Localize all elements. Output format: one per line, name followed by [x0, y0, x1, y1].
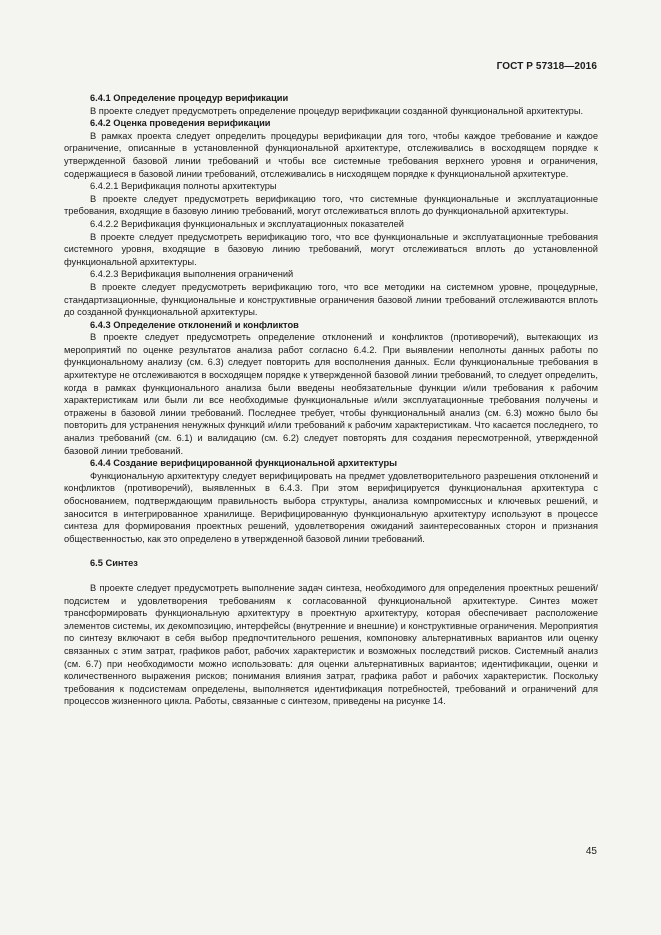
section-6-4-2-3-paragraph: В проекте следует предусмотреть верификацию того, что все методики на системном уровне, процедурные, стандартизационные, функциональные и конструктивные ограничения базовой линии требований отслеживаются вплоть до созданной функциональной архитектуры.: [64, 281, 598, 318]
section-6-5-paragraph: В проекте следует предусмотреть выполнение задач синтеза, необходимого для определения проектных решений/подсистем и удовлетворения требованиям к согласованной функциональной архитектуре. Синтез может трансформировать функциональную архитектуру в проектную архитектуру, которая обеспечивает расположение элементов системы, их декомпозицию, интерфейсы (внутренние и внешние) и конструктивные ограничения. Мероприятия по синтезу включают в себя выбор предпочтительного решения, компоновку альтернативных вариантов или оценку связанных с этим затрат, графиков работ, рабочих характеристик и возможных последствий рисков. Системный анализ (см. 6.7) при необходимости можно использовать: для оценки альтернативных вариантов; идентификации, оценки и количественного выражения рисков; понимания влияния затрат, графика работ и рабочих характеристик. Поскольку требования к подсистемам определены, выполняется идентификация потребностей, требований и ограничений для процессов жизненного цикла. Работы, связанные с синтезом, приведены на рисунке 14.: [64, 582, 598, 707]
section-6-4-2-heading: 6.4.2 Оценка проведения верификации: [90, 118, 271, 129]
section-6-4-2-2-paragraph: В проекте следует предусмотреть верификацию того, что все функциональные и эксплуатационные требования системного уровня, входящие в базовую линию требований, могут отслеживаться вплоть до установленной функциональной архитектуры.: [64, 231, 598, 267]
section-6-4-2-paragraph: В рамках проекта следует определить процедуры верификации для того, чтобы каждое требование и каждое ограничение, описанные в установленной функциональной архитектуре, отслеживались в восходящем порядке к утвержденной базовой линии требований и чтобы все системные требования верхнего уровня и ограничения, содержащиеся в базовой линии требований, отслеживались в нисходящем порядке к функциональной архитектуре.: [64, 130, 598, 179]
standard-designation: ГОСТ Р 57318—2016: [496, 61, 597, 72]
section-6-4-2-3-heading: 6.4.2.3 Верификация выполнения ограничений: [90, 269, 294, 280]
section-6-4-3-heading: 6.4.3 Определение отклонений и конфликтов: [90, 319, 299, 330]
section-6-4-4-heading: 6.4.4 Создание верифицированной функциональной архитектуры: [90, 458, 398, 469]
section-6-4-3-paragraph: В проекте следует предусмотреть определение отклонений и конфликтов (противоречий), вытекающих из мероприятий по оценке результатов анализа работ согласно 6.4.2. При выявлении неполноты данных работы по функциональному анализу (см. 6.3) следует повторить для восполнения данных. Если функциональные требования в архитектуре не отслеживаются в восходящем порядке к утвержденной базовой линии требований, то следует определить, когда в рамках функционального анализа были введены необязательные функции и/или требования к рабочим характеристикам или были ли все необходимые функциональные и/или эксплуатационные требования получены и отражены в базовой линии требований. Последнее требует, чтобы функциональный анализ (см. 6.3) можно было бы повторить для устранения ненужных функций и/или требований к рабочим характеристикам. Что касается последнего, то анализ требований (см. 6.1) и валидацию (см. 6.2) следует повторять для создания пересмотренной, утвержденной базовой линии требований.: [64, 332, 598, 456]
section-6-4-1-paragraph: В проекте следует предусмотреть определение процедур верификации созданной функциональной архитектуры.: [90, 105, 584, 116]
section-gap: [64, 570, 598, 582]
document-body: [64, 92, 598, 708]
section-6-4-2-2-heading: 6.4.2.2 Верификация функциональных и эксплуатационных показателей: [90, 218, 404, 229]
section-6-4-4-paragraph: Функциональную архитектуру следует верифицировать на предмет удовлетворительного разрешения отклонений и конфликтов (противоречий), выявленных в 6.4.3. При этом верифицируется функциональная архитектура с обоснованием, подтверждающим правильность выбора структуры, анализа компромиссных и ключевых решений, и заносится в интегрированное хранилище. Верифицированную функциональную архитектуру используют в процессе синтеза для формирования проектных решений, удовлетворения ожиданий заинтересованных сторон и признания общественностью, как это определено в утвержденной базовой линии требований.: [64, 470, 598, 544]
section-gap: [64, 545, 598, 557]
section-6-4-2-1-heading: 6.4.2.1 Верификация полноты архитектуры: [90, 181, 277, 192]
section-6-5-heading: 6.5 Синтез: [90, 558, 138, 569]
section-6-4-2-1-paragraph: В проекте следует предусмотреть верификацию того, что системные функциональные и эксплуатационные требования, входящие в базовую линию требований, могут отслеживаться вплоть до функциональной архитектуры.: [64, 193, 598, 217]
section-6-4-1-heading: 6.4.1 Определение процедур верификации: [90, 93, 289, 103]
page-number: 45: [585, 846, 597, 857]
